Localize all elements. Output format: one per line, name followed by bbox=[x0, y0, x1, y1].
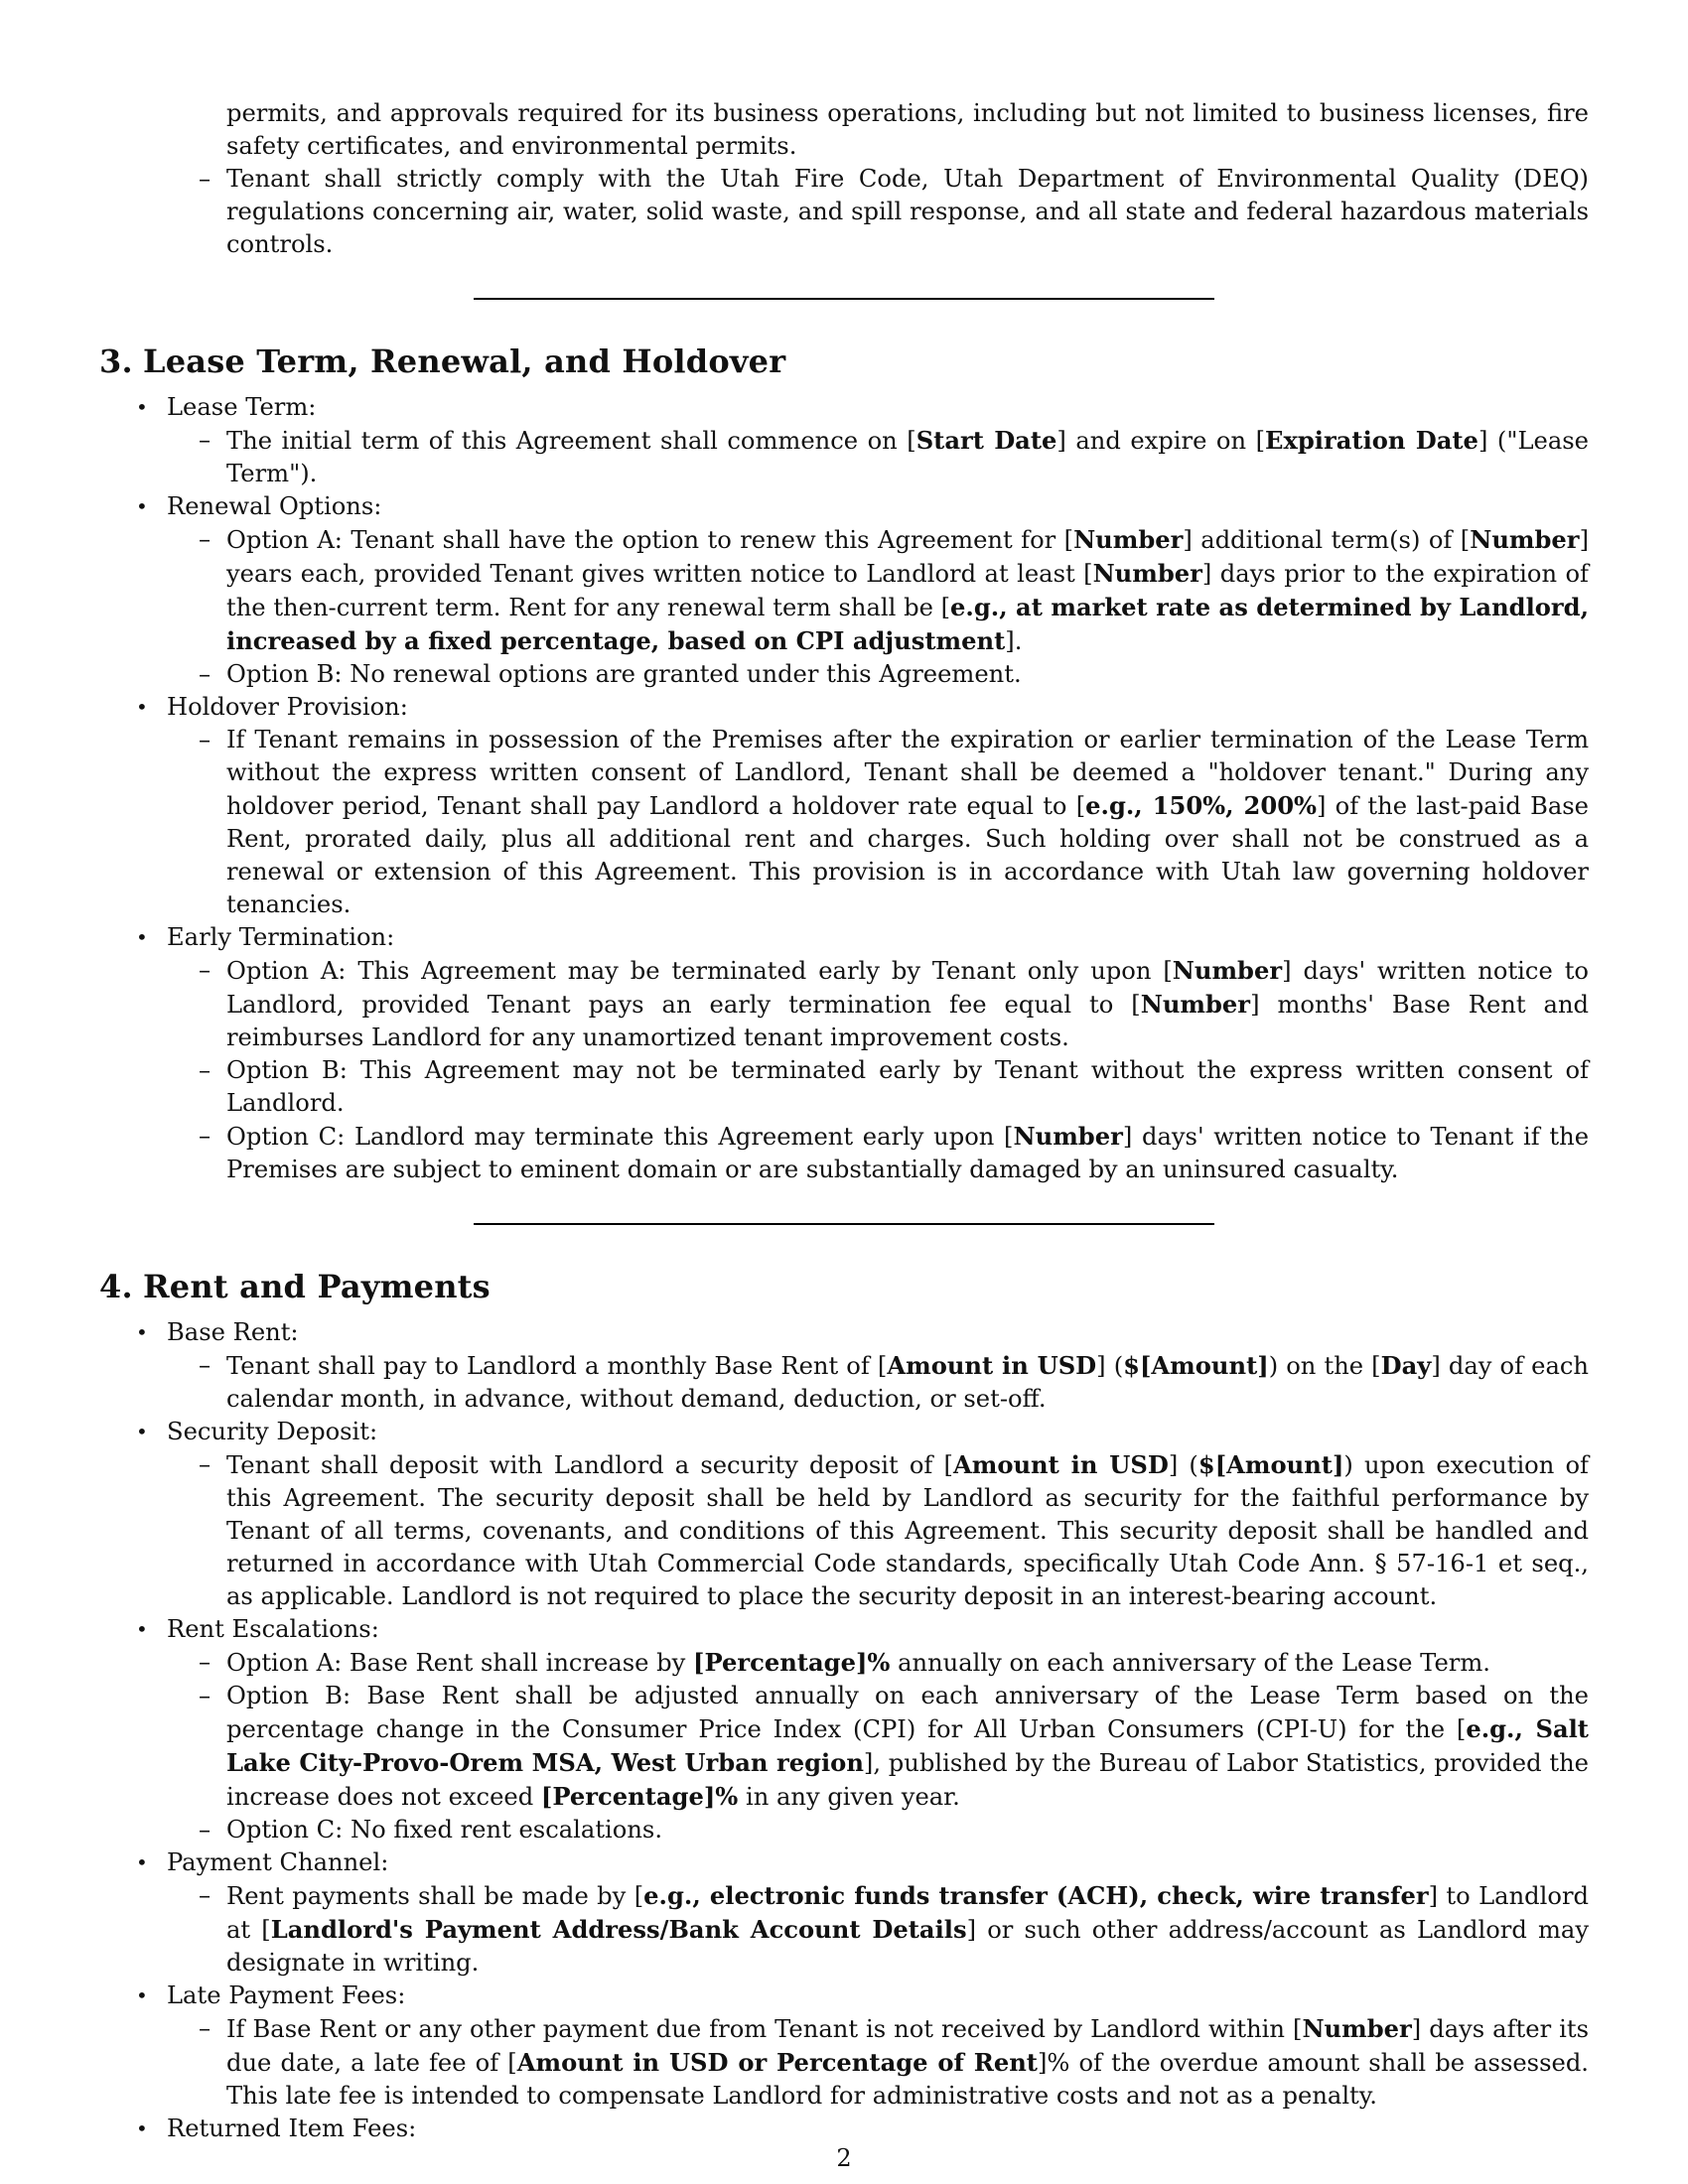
late-fees-text: – If Base Rent or any other payment due from Tenant is not received by Landlord within [Number] days after its due date, a late fee of [Amount in USD or Percentage of Rent]% of the overdue amount shall be assessed. This late fee is intended to compensate Landlord for administrative costs and not as a penalty. bbox=[199, 2014, 1590, 2110]
bullet-base-rent: • Base Rent: bbox=[99, 1316, 1589, 1349]
renewal-option-a: – Option A: Tenant shall have the option to renew this Agreement for [Number] additional term(s) of [Number] years each, provided Tenant gives written notice to Landlord at least [Number] days prior to the expiration of the then-current term. Rent for any renewal term shall be [e.g., at market rate as determined by Landlord, increased by a fixed percentage, based on CPI adjustment]. bbox=[199, 525, 1589, 655]
dash-marker: – bbox=[199, 525, 211, 553]
dash-marker: – bbox=[199, 660, 211, 688]
holdover-text: – If Tenant remains in possession of the Premises after the expiration or earlier termination of the Lease Term without the express written consent of Landlord, Tenant shall be deemed a "holdover tenant." During any holdover period, Tenant shall pay Landlord a holdover rate equal to [e.g., 150%, 200%] of the last-paid Base Rent, prorated daily, plus all additional rent and charges. Such holding over shall not be construed as a renewal or extension of this Agreement. This provision is in accordance with Utah law governing holdover tenancies. bbox=[199, 726, 1589, 918]
page-number: 2 bbox=[836, 2144, 852, 2172]
section-divider bbox=[474, 1223, 1214, 1225]
bullet-late-payment-fees: • Late Payment Fees: bbox=[99, 1979, 1589, 2012]
section2-item-compliance: – Tenant shall strictly comply with the Utah Fire Code, Utah Department of Environmental Quality (DEQ) regulations concerning air, water, solid waste, and spill response, and all state and federal hazardous materials controls. bbox=[199, 165, 1589, 258]
bullet-marker: • bbox=[136, 695, 148, 719]
security-deposit-text: – Tenant shall deposit with Landlord a security deposit of [Amount in USD] ($[Amount]) upon execution of this Agreement. The security deposit shall be held by Landlord as security for the faithful performance by Tenant of all terms, covenants, and conditions of this Agreement. This security deposit shall be handled and returned in accordance with Utah Commercial Code standards, specifically Utah Code Ann. § 57-16-1 et seq., as applicable. Landlord is not required to place the security deposit in an interest-bearing account. bbox=[199, 1450, 1589, 1610]
bullet-marker: • bbox=[136, 925, 148, 949]
bullet-rent-escalations: • Rent Escalations: bbox=[99, 1613, 1589, 1646]
early-termination-option-c: – Option C: Landlord may terminate this Agreement early upon [Number] days' written notice to Tenant if the Premises are subject to eminent domain or are substantially damaged by an uninsured casualty. bbox=[199, 1122, 1590, 1183]
bullet-renewal-options: • Renewal Options: bbox=[99, 490, 1589, 523]
dash-marker: – bbox=[199, 1056, 211, 1084]
dash-marker: – bbox=[199, 2014, 211, 2042]
bullet-holdover: • Holdover Provision: bbox=[99, 691, 1589, 724]
bullet-marker: • bbox=[136, 1617, 148, 1641]
escalation-option-c: – Option C: No fixed rent escalations. bbox=[99, 1814, 1589, 1846]
dash-marker: – bbox=[199, 1351, 211, 1379]
section-divider bbox=[474, 298, 1214, 300]
renewal-option-b: – Option B: No renewal options are granted under this Agreement. bbox=[99, 658, 1589, 691]
early-termination-option-b: – Option B: This Agreement may not be terminated early by Tenant without the express written consent of Landlord. bbox=[199, 1056, 1589, 1117]
base-rent-text: – Tenant shall pay to Landlord a monthly Base Rent of [Amount in USD] ($[Amount]) on the [Day] day of each calendar month, in advance, without demand, deduction, or set-off. bbox=[199, 1351, 1589, 1413]
document-page bbox=[99, 97, 1589, 2145]
dash-marker: – bbox=[199, 1682, 211, 1709]
escalation-option-a: – Option A: Base Rent shall increase by [Percentage]% annually on each anniversary of the Lease Term. bbox=[199, 1648, 1490, 1677]
dash-marker: – bbox=[199, 956, 211, 984]
dash-marker: – bbox=[199, 1881, 211, 1909]
bullet-lease-term: • Lease Term: bbox=[99, 391, 1589, 424]
escalation-option-b: – Option B: Base Rent shall be adjusted annually on each anniversary of the Lease Term based on the percentage change in the Consumer Price Index (CPI) for All Urban Consumers (CPI-U) for the [e.g., Salt Lake City-Provo-Orem MSA, West Urban region], published by the Bureau of Labor Statistics, provided the increase does not exceed [Percentage]% in any given year. bbox=[199, 1682, 1589, 1811]
bullet-marker: • bbox=[136, 395, 148, 419]
bullet-marker: • bbox=[136, 1983, 148, 2007]
bullet-early-termination: • Early Termination: bbox=[99, 921, 1589, 954]
bullet-marker: • bbox=[136, 494, 148, 518]
early-termination-option-a: – Option A: This Agreement may be terminated early by Tenant only upon [Number] days' written notice to Landlord, provided Tenant pays an early termination fee equal to [Number] months' Base Rent and reimburses Landlord for any unamortized tenant improvement costs. bbox=[199, 956, 1590, 1051]
bullet-marker: • bbox=[136, 1850, 148, 1874]
bullet-marker: • bbox=[136, 1420, 148, 1443]
bullet-returned-item-fees: • Returned Item Fees: bbox=[99, 2113, 1589, 2145]
dash-marker: – bbox=[199, 1648, 211, 1676]
section2-item-continued: permits, and approvals required for its business operations, including but not limited to business licenses, fire safety certificates, and environmental permits. bbox=[226, 99, 1589, 160]
section4-heading: 4. Rent and Payments bbox=[99, 1268, 491, 1305]
dash-marker: – bbox=[199, 426, 211, 454]
dash-marker: – bbox=[199, 1122, 211, 1150]
bullet-payment-channel: • Payment Channel: bbox=[99, 1846, 1589, 1879]
payment-channel-text: – Rent payments shall be made by [e.g., electronic funds transfer (ACH), check, wire transfer] to Landlord at [Landlord's Payment Address/Bank Account Details] or such other address/account as Landlord may designate in writing. bbox=[199, 1881, 1589, 1977]
dash-marker: – bbox=[199, 165, 211, 193]
dash-marker: – bbox=[199, 1816, 211, 1843]
bullet-security-deposit: • Security Deposit: bbox=[99, 1416, 1589, 1448]
lease-term-text: – The initial term of this Agreement shall commence on [Start Date] and expire on [Expiration Date] ("Lease Term"). bbox=[199, 426, 1589, 487]
section3-heading: 3. Lease Term, Renewal, and Holdover bbox=[99, 342, 786, 380]
bullet-marker: • bbox=[136, 2116, 148, 2140]
dash-marker: – bbox=[199, 1450, 211, 1478]
dash-marker: – bbox=[199, 726, 211, 753]
bullet-marker: • bbox=[136, 1320, 148, 1344]
